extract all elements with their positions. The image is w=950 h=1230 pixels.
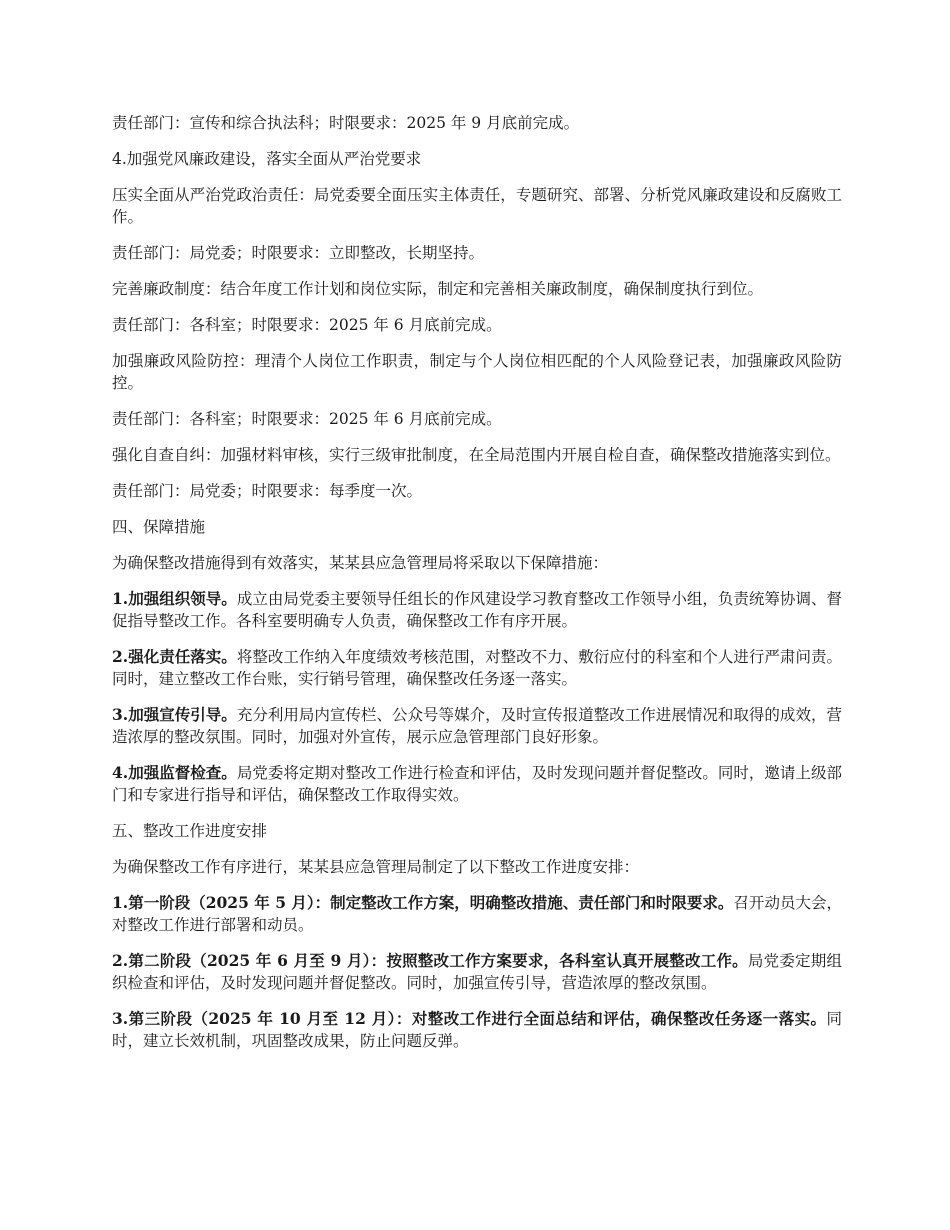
guarantee-item — [112, 762, 842, 806]
guarantee-item — [112, 704, 842, 748]
responsibility-line: 责任部门：各科室；时限要求：2025 年 6 月底前完成。 — [112, 410, 502, 428]
item-body: 召开动员大会，对整改工作进行部署和动员。 — [112, 894, 842, 934]
measure-paragraph: 加强廉政风险防控：理清个人岗位工作职责，制定与个人岗位相匹配的个人风险登记表，加强廉政风险防控。 — [112, 352, 842, 392]
responsibility-line: 责任部门：局党委；时限要求：每季度一次。 — [112, 482, 423, 500]
item-body: 局党委将定期对整改工作进行检查和评估，及时发现问题并督促整改。同时，邀请上级部门和专家进行指导和评估，确保整改工作取得实效。 — [112, 764, 842, 804]
section-item-heading: 4.加强党风廉政建设，落实全面从严治党要求 — [112, 150, 422, 168]
responsibility-line: 责任部门：各科室；时限要求：2025 年 6 月底前完成。 — [112, 316, 502, 334]
section-intro: 为确保整改措施得到有效落实，某某县应急管理局将采取以下保障措施： — [112, 554, 609, 572]
responsibility-line: 责任部门：宣传和综合执法科；时限要求：2025 年 9 月底前完成。 — [112, 114, 580, 132]
item-body: 充分利用局内宣传栏、公众号等媒介，及时宣传报道整改工作进展情况和取得的成效，营造浓厚的整改氛围。同时，加强对外宣传，展示应急管理部门良好形象。 — [112, 706, 842, 746]
item-bold-lead: 2.强化责任落实。 — [112, 647, 237, 666]
item-bold-lead: 1.加强组织领导。 — [112, 589, 237, 608]
item-body: 将整改工作纳入年度绩效考核范围，对整改不力、敷衍应付的科室和个人进行严肃问责。同时，建立整改工作台账，实行销号管理，确保整改任务逐一落实。 — [112, 648, 842, 688]
guarantee-item — [112, 588, 842, 632]
item-body: 局党委定期组织检查和评估，及时发现问题并督促整改。同时，加强宣传引导，营造浓厚的整改氛围。 — [112, 952, 842, 992]
item-bold-lead: 3.第三阶段（2025 年 10 月至 12 月）：对整改工作进行全面总结和评估，确保整改任务逐一落实。 — [112, 1009, 827, 1028]
item-bold-lead: 2.第二阶段（2025 年 6 月至 9 月）：按照整改工作方案要求，各科室认真开展整改工作。 — [112, 951, 748, 970]
document-page — [112, 112, 842, 1066]
section-heading: 四、保障措施 — [112, 518, 206, 536]
schedule-item — [112, 892, 842, 936]
item-body: 成立由局党委主要领导任组长的作风建设学习教育整改工作领导小组，负责统筹协调、督促指导整改工作。各科室要明确专人负责，确保整改工作有序开展。 — [112, 590, 842, 630]
measure-paragraph: 压实全面从严治党政治责任：局党委要全面压实主体责任，专题研究、部署、分析党风廉政建设和反腐败工作。 — [112, 186, 842, 226]
schedule-item — [112, 1008, 842, 1052]
item-bold-lead: 1.第一阶段（2025 年 5 月）：制定整改工作方案，明确整改措施、责任部门和时限要求。 — [112, 893, 734, 912]
item-bold-lead: 4.加强监督检查。 — [112, 763, 237, 782]
measure-paragraph: 完善廉政制度：结合年度工作计划和岗位实际，制定和完善相关廉政制度，确保制度执行到位。 — [112, 280, 764, 298]
item-bold-lead: 3.加强宣传引导。 — [112, 705, 237, 724]
section-intro: 为确保整改工作有序进行，某某县应急管理局制定了以下整改工作进度安排： — [112, 858, 640, 876]
measure-paragraph: 强化自查自纠：加强材料审核，实行三级审批制度，在全局范围内开展自检自查，确保整改措施落实到位。 — [112, 446, 841, 464]
item-body: 同时，建立长效机制，巩固整改成果，防止问题反弹。 — [112, 1010, 842, 1050]
section-heading: 五、整改工作进度安排 — [112, 822, 268, 840]
schedule-item — [112, 950, 842, 994]
guarantee-item — [112, 646, 842, 690]
responsibility-line: 责任部门：局党委；时限要求：立即整改，长期坚持。 — [112, 244, 485, 262]
